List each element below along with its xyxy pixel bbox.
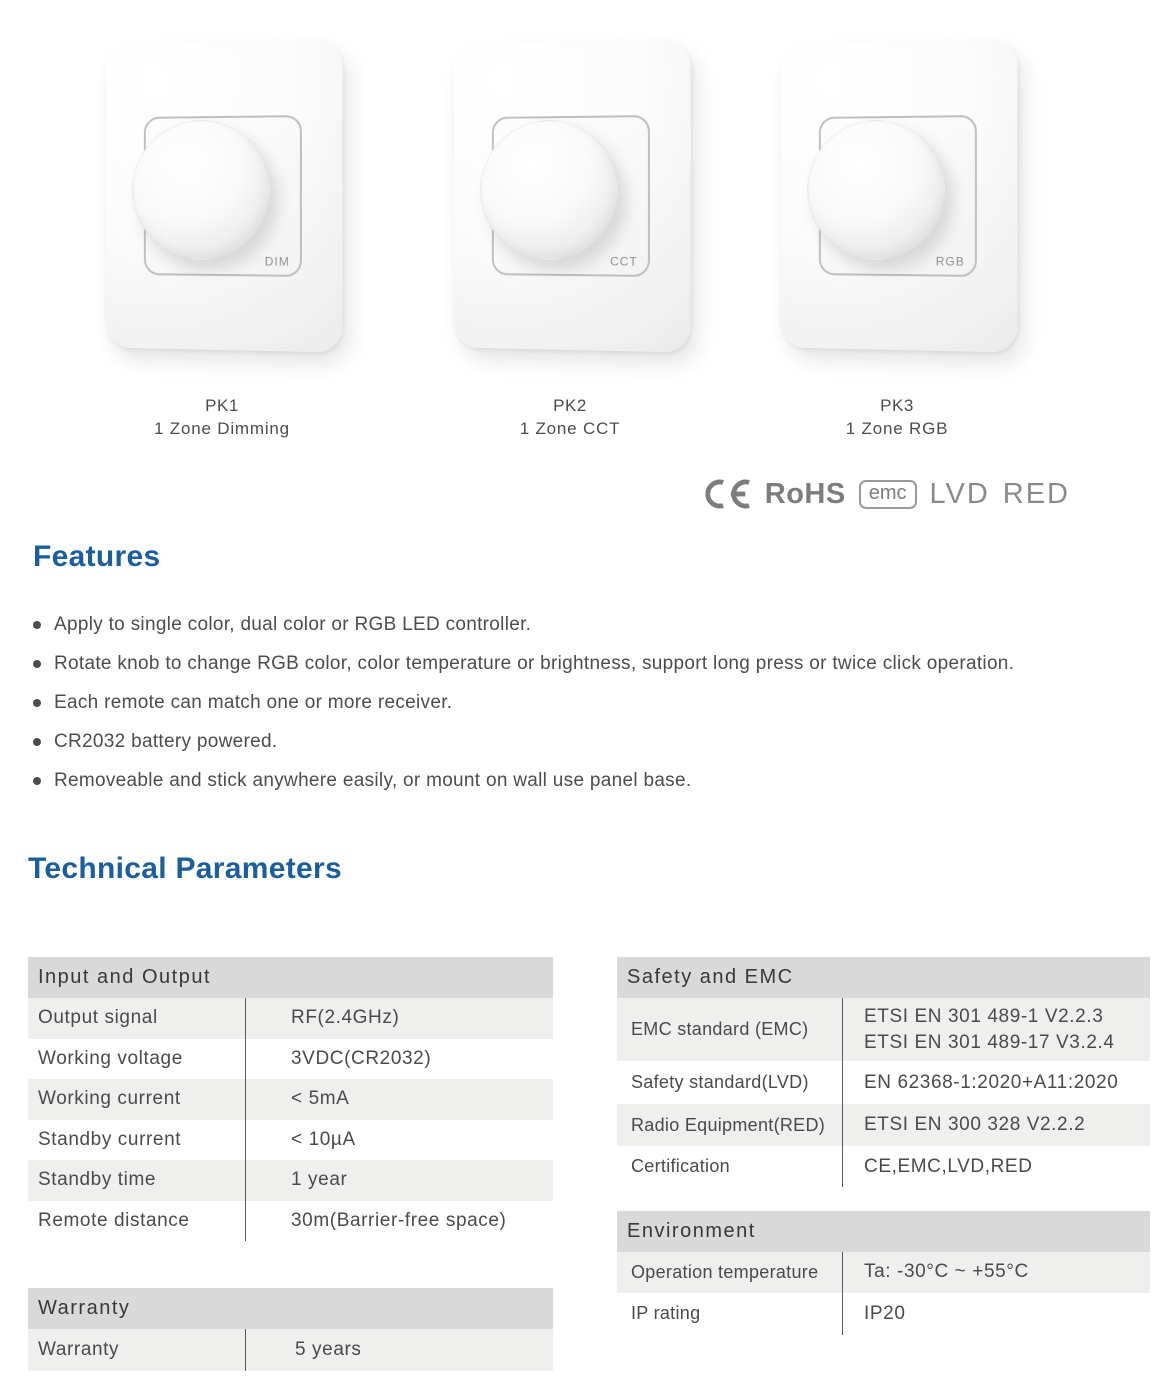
product-model: PK1 xyxy=(205,396,239,415)
bullet-icon xyxy=(33,738,41,746)
row-label: EMC standard (EMC) xyxy=(631,1019,809,1039)
row-value: 3VDC(CR2032) xyxy=(245,1039,553,1080)
row-value: < 5mA xyxy=(245,1079,553,1120)
row-value: RF(2.4GHz) xyxy=(245,998,553,1039)
product-figure-pk2 xyxy=(420,42,720,440)
rotary-knob xyxy=(807,119,944,260)
row-value xyxy=(842,998,1150,1061)
table-row xyxy=(28,1079,553,1120)
tables-left-column xyxy=(28,957,553,1371)
features-list xyxy=(33,614,1143,809)
product-model: PK2 xyxy=(553,396,587,415)
row-label: Safety standard(LVD) xyxy=(631,1072,809,1092)
row-value: 1 year xyxy=(245,1160,553,1201)
certification-bar xyxy=(702,477,1070,511)
row-label: Standby time xyxy=(38,1169,157,1191)
row-label: Standby current xyxy=(38,1128,182,1150)
product-figure-pk3 xyxy=(747,42,1047,440)
feature-item xyxy=(33,731,1143,753)
product-figure-pk1 xyxy=(72,42,372,440)
row-value-line: ETSI EN 301 489-1 V2.2.3 xyxy=(864,1005,1104,1027)
rotary-knob xyxy=(480,119,617,260)
row-value: 5 years xyxy=(245,1329,553,1371)
feature-item xyxy=(33,653,1143,675)
row-label: IP rating xyxy=(631,1303,701,1323)
input-output-table xyxy=(28,957,553,1241)
bullet-icon xyxy=(33,699,41,707)
bullet-icon xyxy=(33,621,41,629)
row-label: Output signal xyxy=(38,1007,158,1029)
product-caption xyxy=(747,394,1047,440)
ce-mark-icon xyxy=(702,477,752,511)
feature-text: CR2032 battery powered. xyxy=(54,731,278,752)
table-header: Safety and EMC xyxy=(617,957,1150,998)
table-row xyxy=(617,1252,1150,1293)
row-label: Remote distance xyxy=(38,1209,190,1231)
feature-text: Apply to single color, dual color or RGB LED controller. xyxy=(54,614,532,635)
table-row xyxy=(28,1039,553,1080)
rohs-label: RoHS xyxy=(764,477,846,510)
row-value: 30m(Barrier-free space) xyxy=(245,1201,553,1242)
product-description: 1 Zone Dimming xyxy=(154,419,290,438)
feature-item xyxy=(33,692,1143,714)
features-title: Features xyxy=(33,540,161,573)
product-description: 1 Zone RGB xyxy=(845,419,949,438)
bullet-icon xyxy=(33,777,41,785)
table-row xyxy=(28,1201,553,1242)
row-value: Ta: -30°C ~ +55°C xyxy=(842,1252,1150,1293)
knob-function-label: CCT xyxy=(610,254,638,269)
row-value: EN 62368-1:2020+A11:2020 xyxy=(842,1061,1150,1104)
knob-function-label: DIM xyxy=(264,254,290,269)
red-label: RED xyxy=(1002,477,1070,510)
row-value: ETSI EN 300 328 V2.2.2 xyxy=(842,1104,1150,1146)
table-row xyxy=(617,1146,1150,1187)
table-header: Warranty xyxy=(28,1288,553,1329)
row-label: Warranty xyxy=(38,1339,120,1360)
wall-plate xyxy=(453,39,690,352)
row-value-line: ETSI EN 301 489-17 V3.2.4 xyxy=(864,1031,1115,1053)
bullet-icon xyxy=(33,660,41,668)
feature-text: Each remote can match one or more receiver. xyxy=(54,692,453,713)
rotary-panel-device xyxy=(102,42,342,350)
table-row xyxy=(617,1104,1150,1146)
product-caption xyxy=(72,394,372,440)
row-label: Working voltage xyxy=(38,1047,183,1069)
rotary-knob xyxy=(132,119,269,260)
emc-badge: emc xyxy=(859,480,917,509)
row-value: < 10µA xyxy=(245,1120,553,1161)
rotary-panel-device xyxy=(777,42,1017,350)
warranty-table xyxy=(28,1288,553,1371)
rotary-panel-device xyxy=(450,42,690,350)
wall-plate xyxy=(780,39,1017,352)
product-description: 1 Zone CCT xyxy=(519,419,621,438)
tables-right-column xyxy=(617,957,1150,1335)
feature-text: Rotate knob to change RGB color, color temperature or brightness, support long press or twice click operation. xyxy=(54,653,1015,674)
row-value: CE,EMC,LVD,RED xyxy=(842,1146,1150,1187)
table-header: Input and Output xyxy=(28,957,553,998)
safety-emc-table xyxy=(617,957,1150,1187)
environment-table xyxy=(617,1211,1150,1335)
table-row xyxy=(28,998,553,1039)
table-row xyxy=(28,1120,553,1161)
product-model: PK3 xyxy=(880,396,914,415)
row-label: Certification xyxy=(631,1156,730,1176)
table-row xyxy=(617,1293,1150,1335)
feature-text: Removeable and stick anywhere easily, or mount on wall use panel base. xyxy=(54,770,692,791)
row-value: IP20 xyxy=(842,1293,1150,1335)
table-header: Environment xyxy=(617,1211,1150,1252)
table-row xyxy=(617,1061,1150,1104)
row-label: Operation temperature xyxy=(631,1261,819,1282)
table-row xyxy=(28,1160,553,1201)
knob-function-label: RGB xyxy=(935,254,965,269)
technical-parameters-title: Technical Parameters xyxy=(28,852,342,885)
table-row xyxy=(28,1329,553,1371)
product-caption xyxy=(420,394,720,440)
feature-item xyxy=(33,614,1143,636)
row-label: Radio Equipment(RED) xyxy=(631,1114,826,1135)
wall-plate xyxy=(105,39,342,352)
lvd-label: LVD xyxy=(929,477,990,510)
table-row xyxy=(617,998,1150,1061)
feature-item xyxy=(33,770,1143,792)
row-label: Working current xyxy=(38,1088,181,1110)
